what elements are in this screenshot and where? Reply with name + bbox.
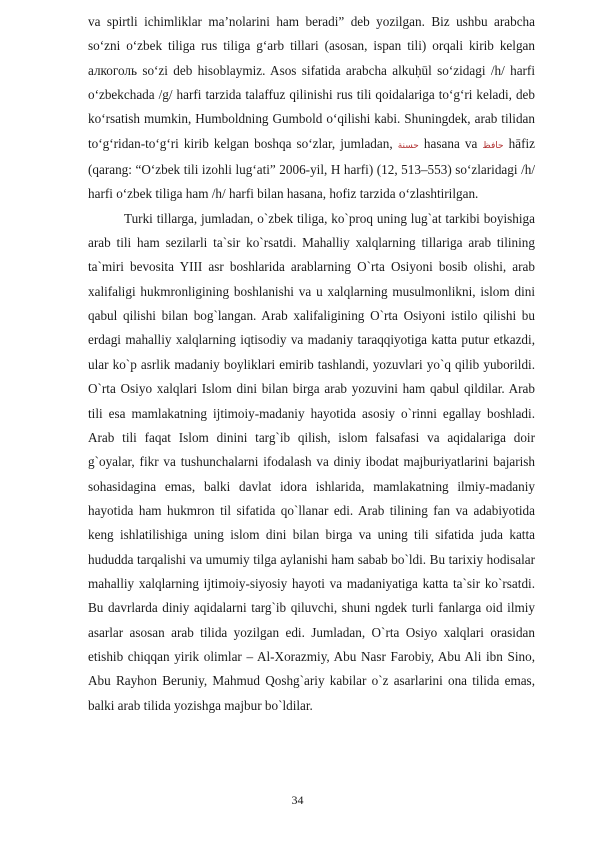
paragraph-1 <box>88 10 535 207</box>
paragraph-1-part-1: va spirtli ichimliklar ma’nolarini ham beradi” deb yozilgan. Biz ushbu arabcha so‘zni o‘zbek tiliga rus tiliga g‘arb tillari (asosan, ispan tili) orqali kirib kelgan алкоголь so‘zi deb hisoblaymiz. Asos sifatida arabcha alkuḥūl so‘zidagi /h/ harfi o‘zbekchada /g/ harfi tarzida talaffuz qilinishi rus tili qoidalariga to‘g‘ri keladi, deb ko‘rsatish mumkin, Humboldning Gumbold o‘qilishi kabi. Shuningdek, arab tilidan to‘g‘ridan-to‘g‘ri kirib kelgan boshqa so‘zlar, jumladan, <box>88 14 535 151</box>
body-text <box>88 10 535 718</box>
paragraph-1-part-3: hāfiz (qarang: “O‘zbek tili izohli lug‘ati” 2006-yil, H harfi) (12, 513–553) so‘zlaridagi /h/ harfi o‘zbek tiliga ham /h/ harfi bilan hasana, hofiz tarzida o‘zlashtirilgan. <box>88 135 536 202</box>
paragraph-2: Turki tillarga, jumladan, o`zbek tiliga, ko`proq uning lug`at tarkibi boyishiga arab tili ham sezilarli ta`sir ko`rsatdi. Mahalliy xalqlarning tillariga arab tilining ta`miri bevosita YIII asr boshlarida arablarning O`rta Osiyoni bosib olishi, arab xalifaligi hukmronligining boshlanishi va u xalqlarning musulmonlikni, islom dini qabul qilishi bilan bog`langan. Arab xalifaligining O`rta Osiyoni istilo qilishi bu erdagi mahalliy xalqlarning iqtisodiy va madaniy taraqqiyotiga katta putur etkazdi, ular ko`p asrlik madaniy boyliklari emirib tashlandi, yozuvlari yo`q qilib yuborildi. O`rta Osiyo xalqlari Islom dini bilan birga arab yozuvini ham qabul qildilar. Arab tili esa mamlakatning ijtimoiy-madaniy hayotida asosiy o`rinni egallay boshladi. Arab tili faqat Islom dinini targ`ib qilish, islom falsafasi va aqidalariga doir g`oyalar, fikr va tushunchalarni ifodalash va diniy ibodat majburiyatlarini bajarish sohasidagina emas, balki davlat idora ishlarida, mamlakatning ilmiy-madaniy hayotida ham hukmron til sifatida qo`llanar edi. Arab tilining fan va adabiyotida keng ishlatilishiga uning islom dini bilan birga va uning tili sifatida juda katta hududda tarqalishi va umumiy tilga aylanishi ham sabab bo`ldi. Bu tarixiy hodisalar mahalliy xalqlarning ijtimoiy-siyosiy hayoti va madaniyatiga katta ta`sir ko`rsatdi. Bu davrlarda diniy aqidalarni targ`ib qiluvchi, shuni ngdek turli fanlarga oid ilmiy asarlar asosan arab tilida yozilgan edi. Jumladan, O`rta Osiyo xalqlari orasidan etishib chiqqan yirik olimlar – Al-Xorazmiy, Abu Nasr Farobiy, Abu Ali ibn Sino, Abu Rayhon Beruniy, Mahmud Qoshg`ariy kabilar o`z asarlarini ona tilida emas, balki arab tilida yozishga majbur bo`ldilar. <box>88 210 535 713</box>
paragraph-1-part-2: hasana va <box>418 135 483 151</box>
page-number: 34 <box>291 793 304 807</box>
arabic-word-hafiz: حافظ <box>482 140 504 151</box>
arabic-word-hasana: حسنة <box>397 140 419 151</box>
